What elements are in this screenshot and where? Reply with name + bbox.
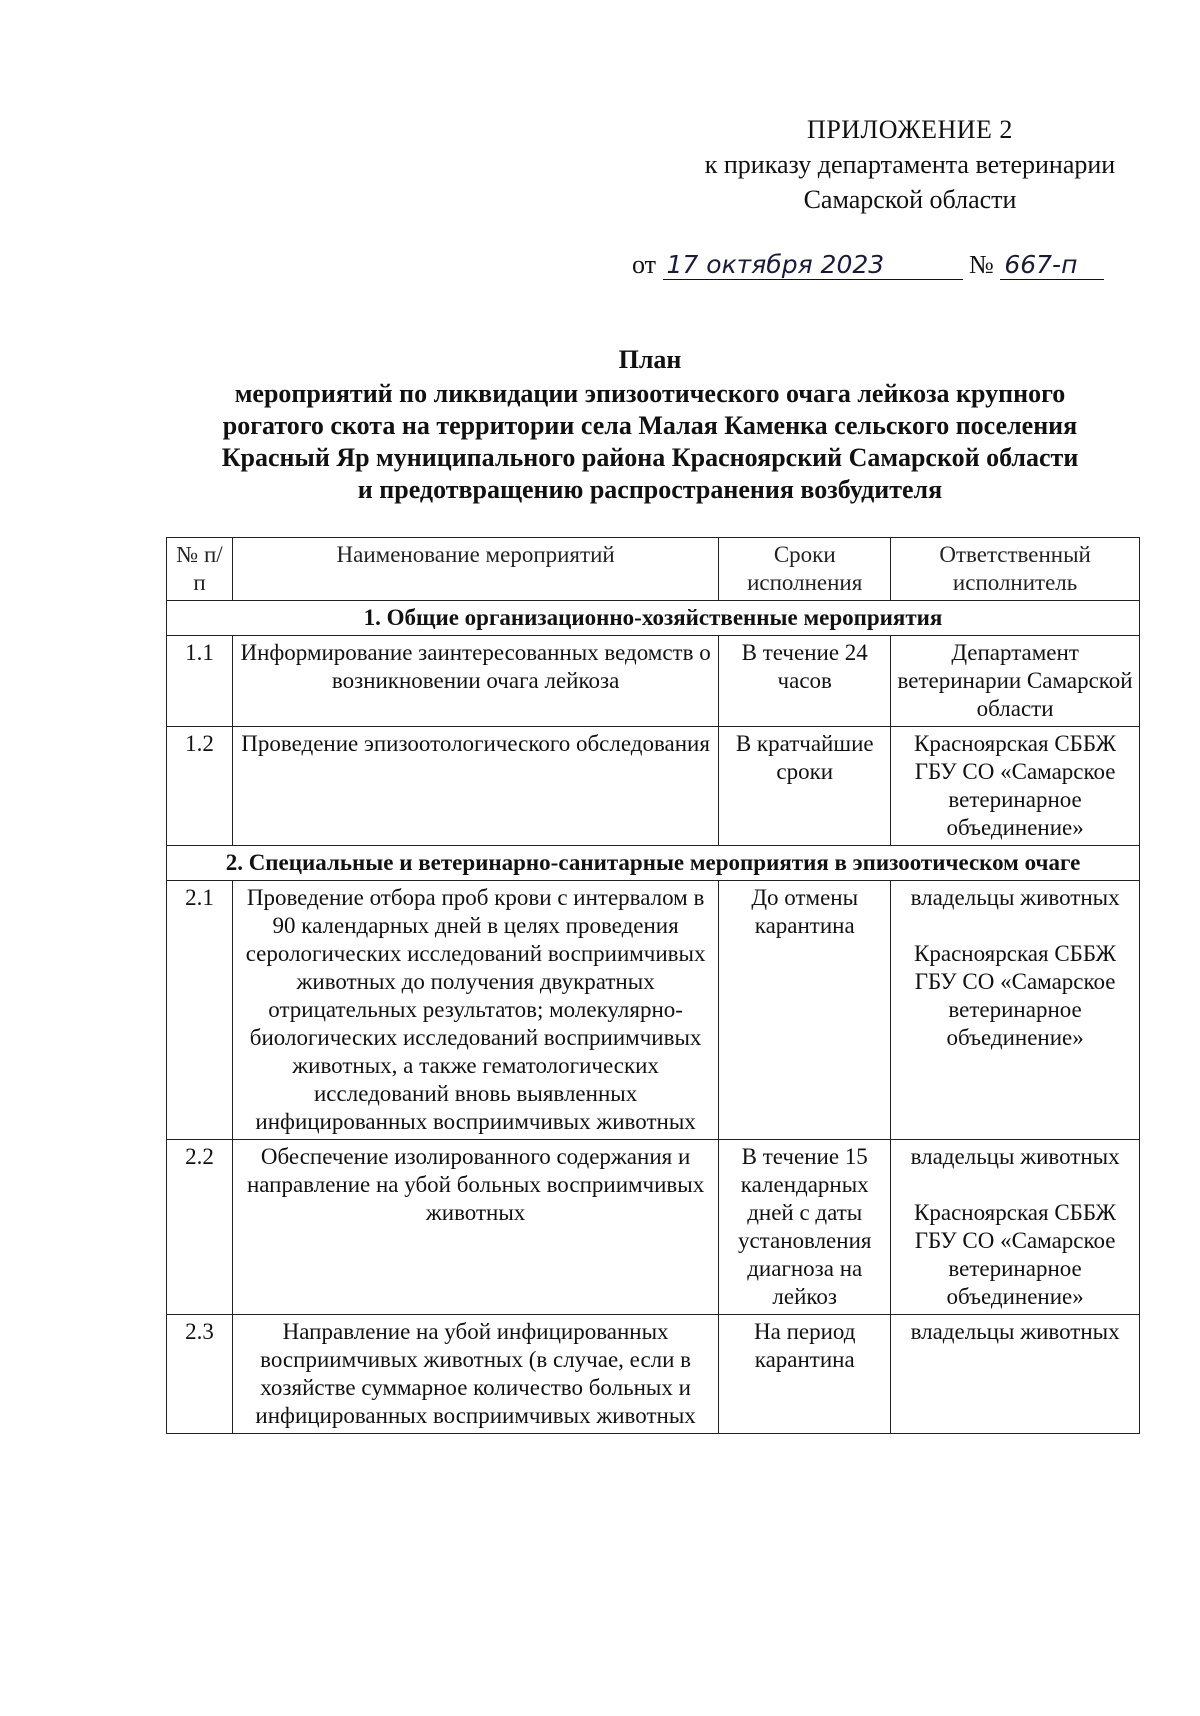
- section-title: 2. Специальные и ветеринарно-санитарные мероприятия в эпизоотическом очаге: [167, 846, 1140, 881]
- plan-subtitle-line: рогатого скота на территории села Малая Каменка сельского поселения: [222, 411, 1078, 440]
- from-label: от: [632, 250, 657, 279]
- row-responsible: [891, 1315, 1140, 1434]
- table-row: [167, 636, 1140, 727]
- row-name: Направление на убой инфицированных восприимчивых животных (в случае, если в хозяйстве суммарное количество больных и инфицированных восприимчивых животных: [232, 1315, 718, 1434]
- section-row: [167, 601, 1140, 636]
- header-responsible: Ответственный исполнитель: [891, 538, 1140, 601]
- row-num: 2.2: [167, 1140, 233, 1315]
- responsible-entry: владельцы животных: [910, 885, 1120, 910]
- row-responsible: [891, 881, 1140, 1140]
- row-num: 1.2: [167, 727, 233, 846]
- measures-table: [166, 537, 1140, 1434]
- header-terms: Сроки исполнения: [719, 538, 891, 601]
- plan-title: План: [618, 345, 682, 374]
- row-num: 1.1: [167, 636, 233, 727]
- row-name: Информирование заинтересованных ведомств о возникновении очага лейкоза: [232, 636, 718, 727]
- handwritten-date: 17 октября 2023: [663, 250, 963, 280]
- handwritten-number: 667-п: [1000, 250, 1104, 280]
- row-num: 2.3: [167, 1315, 233, 1434]
- section-title: 1. Общие организационно-хозяйственные мероприятия: [167, 601, 1140, 636]
- table-row: [167, 1140, 1140, 1315]
- appendix-order-line: к приказу департамента ветеринарии: [704, 150, 1116, 179]
- row-responsible: [891, 727, 1140, 846]
- row-terms: В течение 15 календарных дней с даты установления диагноза на лейкоз: [719, 1140, 891, 1315]
- header-name: Наименование мероприятий: [232, 538, 718, 601]
- row-terms: В кратчайшие сроки: [719, 727, 891, 846]
- number-label: №: [969, 250, 994, 279]
- responsible-entry: Красноярская СББЖ ГБУ СО «Самарское ветеринарное объединение»: [914, 941, 1117, 1050]
- row-num: 2.1: [167, 881, 233, 1140]
- table-row: [167, 1315, 1140, 1434]
- appendix-title: ПРИЛОЖЕНИЕ 2: [807, 115, 1013, 144]
- row-terms: В течение 24 часов: [719, 636, 891, 727]
- header-num: № п/п: [167, 538, 233, 601]
- row-name: Обеспечение изолированного содержания и направление на убой больных восприимчивых животных: [232, 1140, 718, 1315]
- row-responsible: [891, 636, 1140, 727]
- responsible-entry: Департамент ветеринарии Самарской области: [897, 640, 1133, 721]
- row-responsible: [891, 1140, 1140, 1315]
- plan-subtitle-line: мероприятий по ликвидации эпизоотического очага лейкоза крупного: [234, 379, 1066, 408]
- row-terms: На период карантина: [719, 1315, 891, 1434]
- table-header-row: [167, 538, 1140, 601]
- table-row: [167, 881, 1140, 1140]
- plan-subtitle-line: и предотвращению распространения возбудителя: [357, 475, 943, 504]
- responsible-entry: владельцы животных: [910, 1144, 1120, 1169]
- responsible-entry: Красноярская СББЖ ГБУ СО «Самарское ветеринарное объединение»: [914, 731, 1117, 840]
- row-name: Проведение отбора проб крови с интервалом в 90 календарных дней в целях проведения серологических исследований восприимчивых животных до получения двукратных отрицательных результатов; молекулярно-биологических исследований восприимчивых животных, а также гематологических исследований вновь выявленных инфицированных восприимчивых животных: [232, 881, 718, 1140]
- plan-title-block: [150, 344, 1150, 506]
- row-name: Проведение эпизоотологического обследования: [232, 727, 718, 846]
- appendix-region-line: Самарской области: [803, 185, 1017, 214]
- appendix-header: [660, 112, 1160, 217]
- table-row: [167, 727, 1140, 846]
- order-date-number: [632, 250, 1152, 280]
- plan-subtitle-line: Красный Яр муниципального района Красноярский Самарской области: [221, 443, 1079, 472]
- responsible-entry: владельцы животных: [910, 1319, 1120, 1344]
- responsible-entry: Красноярская СББЖ ГБУ СО «Самарское ветеринарное объединение»: [914, 1200, 1117, 1309]
- row-terms: До отмены карантина: [719, 881, 891, 1140]
- section-row: [167, 846, 1140, 881]
